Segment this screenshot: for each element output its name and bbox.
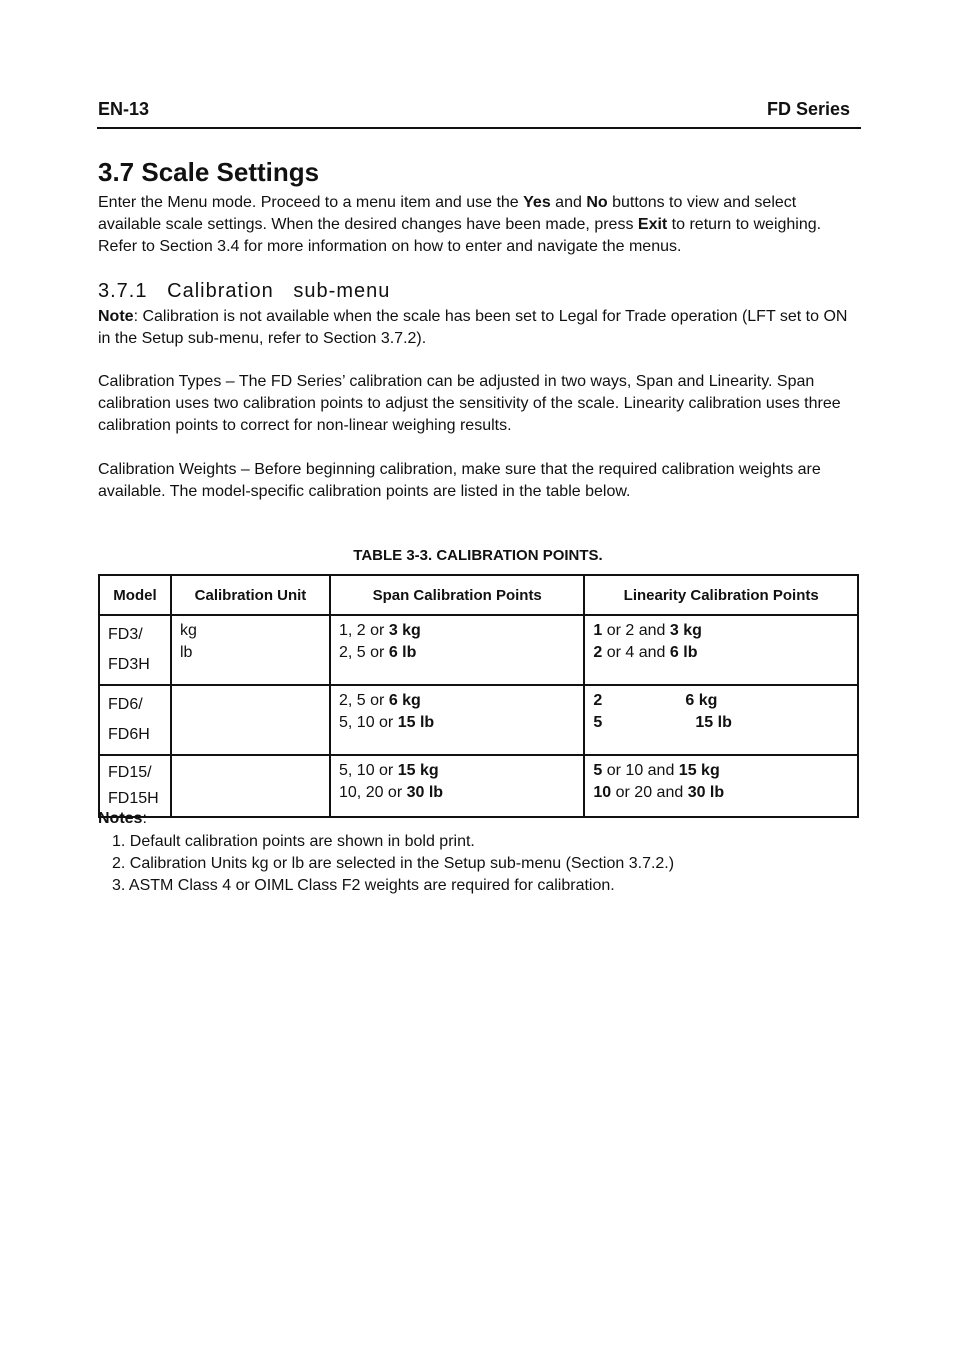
span-normal: 5, 10 or	[339, 762, 398, 779]
linearity-default: 1	[593, 622, 603, 639]
linearity-default: 2	[593, 692, 603, 709]
list-item: 1. Default calibration points are shown in bold print.	[112, 833, 475, 850]
span-cell	[330, 755, 584, 817]
span-default: 30 lb	[406, 784, 444, 801]
span-line	[339, 712, 575, 734]
linearity-cell	[584, 615, 858, 685]
header-linearity-points: Linearity Calibration Points	[584, 575, 858, 615]
linearity-normal: or 4 and	[602, 644, 670, 661]
linearity-normal: or 20 and	[611, 784, 688, 801]
notes-list	[112, 831, 674, 897]
linearity-default: 15 lb	[695, 714, 732, 731]
header-model: Model	[99, 575, 171, 615]
span-default: 6 lb	[388, 644, 417, 661]
model-cell	[99, 685, 171, 755]
unit-line: lb	[179, 644, 193, 661]
span-normal: 2, 5 or	[339, 644, 389, 661]
linearity-normal: or 2 and	[602, 622, 670, 639]
span-line	[339, 690, 575, 712]
linearity-cell	[584, 755, 858, 817]
calibration-points-table	[98, 574, 859, 818]
subsection-title: 3.7.1 Calibration sub-menu	[98, 280, 391, 302]
model-line: FD3/	[108, 626, 143, 643]
unit-cell	[171, 685, 330, 755]
intro-text-4: to return to weighing. Refer to Section 3.4 for more information on how to enter and navigate the menus.	[98, 216, 822, 255]
table-header-row	[99, 575, 858, 615]
intro-text-1: Enter the Menu mode. Proceed to a menu item and use the	[98, 194, 524, 211]
span-cell	[330, 615, 584, 685]
header-span-points: Span Calibration Points	[330, 575, 584, 615]
list-item: 3. ASTM Class 4 or OIML Class F2 weights are required for calibration.	[112, 877, 615, 894]
calibration-weights-paragraph: Calibration Weights – Before beginning calibration, make sure that the required calibration weights are available. The model-specific calibration points are listed in the table below.	[98, 461, 821, 500]
model-line: FD15/	[108, 764, 152, 781]
exit-keyword: Exit	[637, 216, 668, 233]
linearity-default: 5	[593, 762, 603, 779]
model-line: FD6H	[108, 726, 150, 743]
span-cell	[330, 685, 584, 755]
intro-text-2: and	[550, 194, 587, 211]
model-line: FD3H	[108, 656, 150, 673]
linearity-default: 30 lb	[687, 784, 725, 801]
model-cell	[99, 615, 171, 685]
table-row	[99, 755, 858, 817]
span-normal: 5, 10 or	[339, 714, 398, 731]
series-name: FD Series	[766, 99, 850, 119]
span-default: 3 kg	[388, 622, 421, 639]
note-paragraph	[98, 306, 858, 350]
page-number: EN-13	[98, 99, 150, 119]
unit-line: kg	[179, 622, 197, 639]
note-text: : Calibration is not available when the scale has been set to Legal for Trade operation (LFT set to ON in the Setup sub-menu, refer to Section 3.7.2).	[98, 308, 848, 347]
span-line	[339, 642, 575, 664]
unit-cell	[171, 615, 330, 685]
header-calibration-unit: Calibration Unit	[171, 575, 330, 615]
model-line: FD6/	[108, 696, 143, 713]
linearity-line	[593, 620, 849, 642]
notes-heading: Notes:	[98, 810, 147, 827]
linearity-line	[593, 760, 849, 782]
table-row	[99, 685, 858, 755]
section-title: 3.7 Scale Settings	[98, 157, 320, 187]
span-line	[339, 782, 575, 804]
list-item: 2. Calibration Units kg or lb are selected in the Setup sub-menu (Section 3.7.2.)	[112, 855, 675, 872]
linearity-line	[593, 782, 849, 804]
linearity-default: 5	[593, 714, 603, 731]
header-rule	[97, 127, 861, 129]
table-row	[99, 615, 858, 685]
model-line: FD15H	[108, 790, 159, 807]
linearity-line	[593, 712, 849, 734]
linearity-default: 15 kg	[678, 762, 720, 779]
linearity-default: 6 lb	[669, 644, 698, 661]
no-keyword: No	[586, 194, 608, 211]
linearity-cell	[584, 685, 858, 755]
calibration-types-paragraph: Calibration Types – The FD Series’ calibration can be adjusted in two ways, Span and Linearity. Span calibration uses two calibration points to adjust the sensitivity of the scale. Linearity calibration uses three calibration points to correct for non-linear weighing results.	[98, 373, 841, 434]
notes-label: Notes	[98, 810, 143, 827]
span-default: 15 lb	[397, 714, 435, 731]
linearity-line	[593, 642, 849, 664]
linearity-unit: kg	[694, 692, 718, 709]
unit-cell	[171, 755, 330, 817]
linearity-default: 6	[685, 692, 695, 709]
note-label: Note	[98, 308, 134, 325]
model-cell	[99, 755, 171, 817]
linearity-default: 2	[593, 644, 603, 661]
intro-text-3: buttons to view and select available scale settings. When the desired changes have been made, press	[98, 194, 797, 233]
linearity-default: 3 kg	[669, 622, 702, 639]
linearity-normal: or 10 and	[602, 762, 679, 779]
linearity-default: 10	[593, 784, 612, 801]
intro-paragraph	[98, 192, 858, 258]
yes-keyword: Yes	[523, 194, 551, 211]
span-line	[339, 620, 575, 642]
span-normal: 10, 20 or	[339, 784, 407, 801]
span-default: 6 kg	[388, 692, 421, 709]
linearity-line	[593, 690, 849, 712]
span-normal: 1, 2 or	[339, 622, 389, 639]
span-normal: 2, 5 or	[339, 692, 389, 709]
span-default: 15 kg	[397, 762, 439, 779]
span-line	[339, 760, 575, 782]
table-caption: TABLE 3-3. CALIBRATION POINTS.	[353, 547, 603, 564]
